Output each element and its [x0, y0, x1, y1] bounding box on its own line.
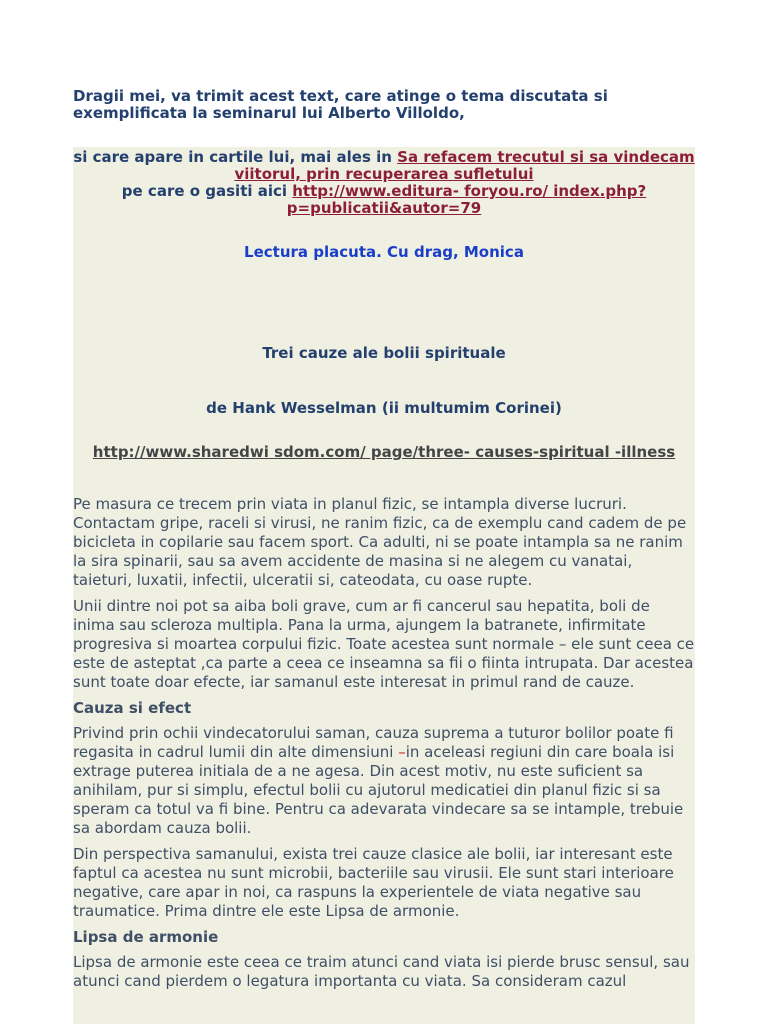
dash-mark: –: [398, 743, 406, 761]
paragraph-part: in aceleasi regiuni din care boala isi extrage puterea initiala de a ne agesa. Din acest motiv, nu este suficient sa anihilam, pur si simplu, efectul bolii cu ajutorul medicatiei din planul fizic si sa speram ca totul va fi bine. Pentru ca adevarata vindecare sa se intample, trebuie sa abordam cauza bolii.: [73, 743, 684, 837]
find-line: [73, 183, 695, 217]
content-panel: [73, 147, 695, 1024]
lead-line: [73, 149, 695, 183]
find-prefix: pe care o gasiti aici: [121, 182, 293, 200]
greeting: Lectura placuta. Cu drag, Monica: [244, 243, 524, 261]
paragraph: Lipsa de armonie este ceea ce traim atunci cand viata isi pierde brusc sensul, sau atunci cand pierdem o legatura importanta cu viata. Sa consideram cazul: [73, 953, 690, 990]
paragraph: [73, 724, 695, 838]
article-body: [73, 495, 695, 998]
book-link[interactable]: Sa refacem trecutul si sa vindecam viitorul, prin recuperarea sufletului: [234, 148, 695, 183]
publisher-link[interactable]: http://www.editura- foryou.ro/ index.php? p=publicatii&autor=79: [286, 182, 647, 217]
section-heading: Cauza si efect: [73, 699, 192, 717]
article-title: Trei cauze ale bolii spirituale: [262, 344, 506, 362]
paragraph: Din perspectiva samanului, exista trei cauze clasice ale bolii, iar interesant este faptul ca acestea nu sunt microbii, bacteriile sau virusii. Ele sunt stari interioare negative, care apar in noi, ca raspuns la experientele de viata negative sau traumatice. Prima dintre ele este Lipsa de armonie.: [73, 845, 674, 920]
paragraph: Unii dintre noi pot sa aiba boli grave, cum ar fi cancerul sau hepatita, boli de inima sau scleroza multipla. Pana la urma, ajungem la batranete, infirmitate progresiva si moartea corpului fizic. Toate acestea sunt normale – ele sunt ceea ce este de asteptat ,ca parte a ceea ce inseamna sa fii o fiinta intrupata. Dar acestea sunt toate doar efecte, iar samanul este interesat in primul rand de cauze.: [73, 597, 695, 691]
lead-prefix: si care apare in cartile lui, mai ales in: [73, 148, 398, 166]
author-name: de Hank Wesselman: [206, 399, 377, 417]
section-heading: Lipsa de armonie: [73, 928, 219, 946]
paragraph-part: Privind prin ochii vindecatorului saman, cauza suprema a tuturor bolilor poate fi regasita in cadrul lumii din alte dimensiuni: [73, 724, 674, 761]
author-note: (ii multumim Corinei): [376, 399, 562, 417]
intro-text: Dragii mei, va trimit acest text, care atinge o tema discutata si exemplificata la seminarul lui Alberto Villoldo,: [73, 87, 608, 122]
article-author: [73, 399, 695, 417]
source-link[interactable]: http://www.sharedwi sdom.com/ page/three- causes-spiritual -illness: [92, 443, 676, 461]
paragraph: Pe masura ce trecem prin viata in planul fizic, se intampla diverse lucruri. Contactam gripe, raceli si virusi, ne ranim fizic, ca de exemplu cand cadem de pe bicicleta in copilarie sau facem sport. Ca adulti, ni se poate intampla sa ne ranim la sira spinarii, sau sa avem accidente de masina si ne alegem cu vanatai, taieturi, luxatii, infectii, ulceratii si, cateodata, cu oase rupte.: [73, 495, 687, 589]
